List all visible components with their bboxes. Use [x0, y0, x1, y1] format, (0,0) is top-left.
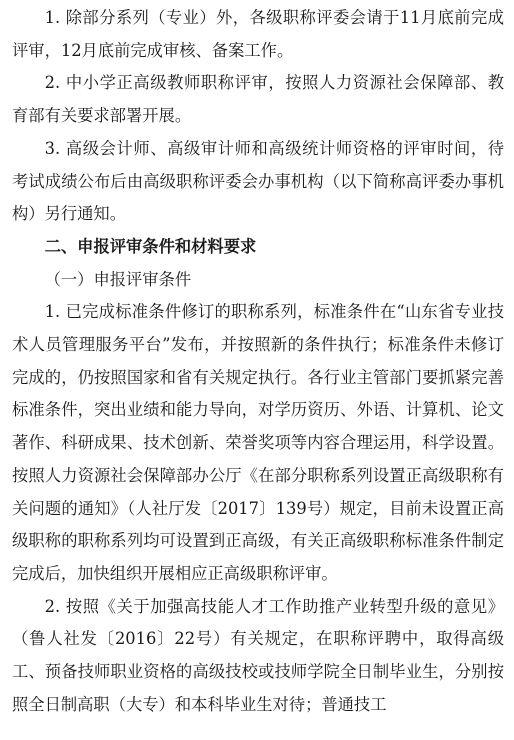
- paragraph-standard-conditions: 1. 已完成标准条件修订的职称系列，标准条件在“山东省专业技术人员管理服务平台”发布，并按照新的条件执行；标准条件未修订完成的，仍按照国家和省有关规定执行。各行业主管部门要抓紧完善标准条件，突出业绩和能力导向，对学历资历、外语、计算机、论文著作、科研成果、技术创新、荣誉奖项等内容合理运用，科学设置。按照人力资源社会保障部办公厅《在部分职称系列设置正高级职称有关问题的通知》（人社厅发〔2017〕139号）规定，目前未设置正高级职称的职称系列均可设置到正高级，有关正高级职称标准条件制定完成后，加快组织开展相应正高级职称评审。: [12, 302, 504, 583]
- paragraph-high-skill-talent: 2. 按照《关于加强高技能人才工作助推产业转型升级的意见》（鲁人社发〔2016〕22号）有关规定，在职称评聘中，取得高级工、预备技师职业资格的高级技校或技师学院全日制毕业生，分别按照全日制高职（大专）和本科毕业生对待；普通技工: [12, 596, 504, 714]
- subsection-heading: （一）申报评审条件: [44, 269, 192, 289]
- paragraph-accountant-evaluation: 3. 高级会计师、高级审计师和高级统计师资格的评审时间，待考试成绩公布后由高级职称评委会办事机构（以下简称高评委办事机构）另行通知。: [12, 138, 504, 224]
- paragraph-teacher-evaluation: 2. 中小学正高级教师职称评审，按照人力资源社会保障部、教育部有关要求部署开展。: [12, 73, 504, 126]
- section-heading: 二、申报评审条件和材料要求: [44, 236, 257, 256]
- paragraph-evaluation-deadline: 1. 除部分系列（专业）外，各级职称评委会请于11月底前完成评审，12月底前完成审核、备案工作。: [12, 8, 504, 60]
